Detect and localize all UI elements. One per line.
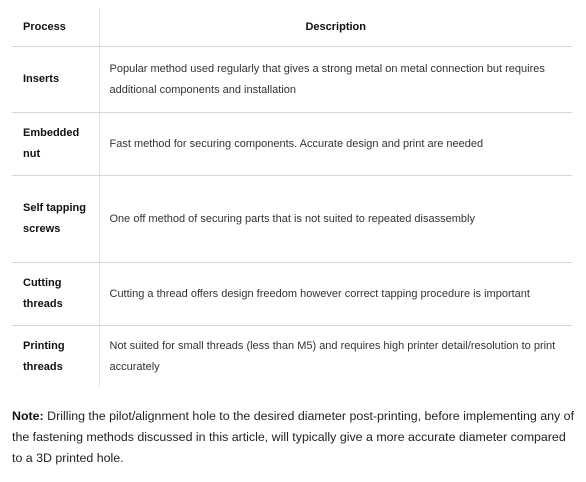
table-row bbox=[12, 263, 572, 326]
process-cell: Cutting threads bbox=[12, 263, 99, 326]
table-row bbox=[12, 176, 572, 263]
description-cell: Cutting a thread offers design freedom however correct tapping procedure is important bbox=[99, 263, 572, 326]
table-row bbox=[12, 326, 572, 388]
process-cell: Inserts bbox=[12, 47, 99, 113]
note-text: Drilling the pilot/alignment hole to the desired diameter post-printing, before implementing any of the fastening methods discussed in this article, will typically give a more accurate diameter compared to a 3D printed hole. bbox=[12, 409, 575, 465]
fastening-methods-table bbox=[12, 8, 572, 387]
description-column-header: Description bbox=[99, 8, 572, 47]
table-header-row bbox=[12, 8, 572, 47]
description-cell: Popular method used regularly that gives a strong metal on metal connection but requires additional components and installation bbox=[99, 47, 572, 113]
description-cell: One off method of securing parts that is not suited to repeated disassembly bbox=[99, 176, 572, 263]
note-paragraph bbox=[12, 406, 577, 469]
process-cell: Printing threads bbox=[12, 326, 99, 388]
process-cell: Embedded nut bbox=[12, 113, 99, 176]
table-row bbox=[12, 113, 572, 176]
table-row bbox=[12, 47, 572, 113]
process-column-header: Process bbox=[12, 8, 99, 47]
note-label: Note: bbox=[12, 409, 44, 423]
description-cell: Fast method for securing components. Accurate design and print are needed bbox=[99, 113, 572, 176]
description-cell: Not suited for small threads (less than M5) and requires high printer detail/resolution to print accurately bbox=[109, 339, 556, 373]
process-cell: Self tapping screws bbox=[12, 176, 99, 263]
